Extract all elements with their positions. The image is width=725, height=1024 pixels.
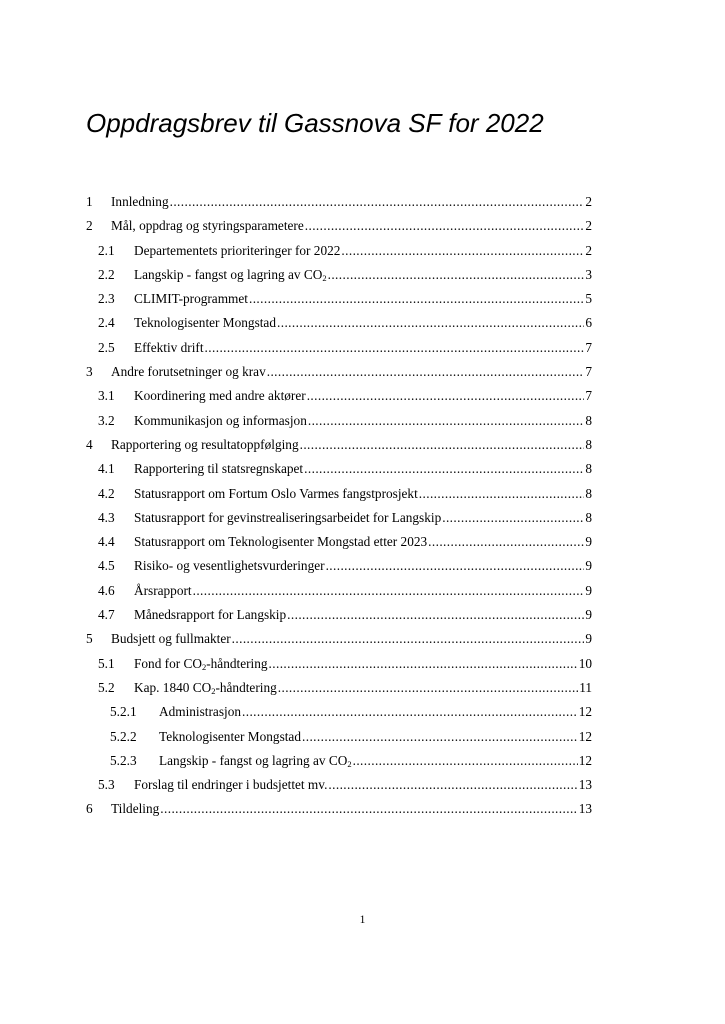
toc-entry-body: [134, 530, 592, 554]
toc-entry-page: 13: [578, 777, 592, 793]
toc-entry[interactable]: [86, 749, 592, 773]
toc-dot-leader: [302, 725, 578, 749]
toc-entry[interactable]: [86, 482, 592, 506]
toc-entry-page: 11: [579, 679, 592, 695]
toc-entry-body: [111, 797, 592, 821]
toc-entry-body: [111, 190, 592, 214]
toc-dot-leader: [428, 530, 584, 554]
toc-entry-body: [134, 773, 592, 797]
toc-entry-title: [134, 676, 277, 700]
toc-dot-leader: [170, 190, 585, 214]
toc-entry-body: [134, 311, 592, 335]
toc-entry[interactable]: [86, 579, 592, 603]
toc-dot-leader: [328, 263, 585, 287]
toc-entry-title: [134, 263, 327, 287]
toc-dot-leader: [205, 336, 585, 360]
toc-entry-title: [134, 287, 248, 311]
toc-entry-number: 4.1: [98, 461, 115, 477]
toc-entry[interactable]: [86, 773, 592, 797]
toc-entry-number: 2.5: [98, 339, 115, 355]
toc-entry-page: 9: [585, 534, 592, 550]
toc-entry-page: 8: [585, 485, 592, 501]
toc-entry-title: [134, 457, 303, 481]
toc-entry-title: [159, 725, 301, 749]
toc-entry[interactable]: [86, 676, 592, 700]
toc-entry-page: 9: [585, 558, 592, 574]
toc-entry-number: 1: [86, 194, 93, 209]
toc-dot-leader: [326, 554, 585, 578]
toc-entry[interactable]: [86, 239, 592, 263]
toc-entry-title-text: Fond for CO: [134, 655, 202, 671]
toc-entry-page: 12: [578, 704, 592, 720]
toc-dot-leader: [267, 360, 585, 384]
toc-entry-number: 4.3: [98, 509, 115, 525]
toc-dot-leader: [353, 749, 578, 773]
toc-entry-number: 5: [86, 631, 93, 647]
toc-entry-title-text: Statusrapport om Teknologisenter Mongstad etter 2023: [134, 534, 428, 550]
toc-dot-leader: [249, 287, 584, 311]
toc-entry[interactable]: [86, 190, 592, 214]
toc-dot-leader: [341, 239, 584, 263]
toc-entry-number: 5.1: [98, 655, 115, 671]
toc-entry-title-suffix: -håndtering: [206, 655, 268, 671]
toc-dot-leader: [193, 579, 585, 603]
toc-entry-body: [111, 433, 592, 457]
toc-dot-leader: [419, 482, 585, 506]
toc-entry[interactable]: [86, 384, 592, 408]
toc-entry[interactable]: [86, 287, 592, 311]
toc-entry[interactable]: [86, 700, 592, 724]
toc-entry-page: 8: [585, 412, 592, 428]
toc-entry-number: 5.3: [98, 777, 115, 793]
toc-entry[interactable]: [86, 457, 592, 481]
toc-entry-body: [159, 725, 592, 749]
toc-entry-body: [134, 506, 592, 530]
toc-entry-title-text: Langskip - fangst og lagring av CO: [134, 266, 323, 282]
toc-entry-title: [111, 190, 169, 214]
toc-entry-number: 4.4: [98, 534, 115, 550]
toc-entry-title: [134, 336, 204, 360]
toc-entry-page: 9: [585, 582, 592, 598]
toc-entry-page: 10: [578, 655, 592, 671]
toc-entry-body: [134, 652, 592, 676]
toc-entry-body: [134, 457, 592, 481]
toc-entry-title: [159, 700, 241, 724]
toc-entry-body: [134, 336, 592, 360]
toc-entry-title: [134, 311, 276, 335]
toc-entry-subscript: 2: [322, 272, 327, 283]
toc-entry-title-text: Månedsrapport for Langskip: [134, 607, 287, 623]
toc-entry-number: 4: [86, 436, 93, 452]
toc-entry[interactable]: [86, 433, 592, 457]
toc-entry-page: 2: [585, 242, 592, 258]
toc-entry-title-text: Årsrapport: [134, 582, 192, 598]
toc-entry-title-text: CLIMIT-programmet: [134, 291, 248, 307]
toc-entry[interactable]: [86, 311, 592, 335]
toc-entry-page: 12: [578, 728, 592, 744]
toc-entry-number: 4.2: [98, 485, 115, 501]
toc-entry-body: [159, 700, 592, 724]
toc-entry-page: 12: [578, 752, 592, 768]
toc-entry-number: 5.2: [98, 679, 115, 695]
toc-entry-page: 5: [585, 291, 592, 307]
toc-entry-title: [134, 579, 192, 603]
toc-entry-number: 2: [86, 218, 93, 234]
toc-entry[interactable]: [86, 725, 592, 749]
toc-entry-number: 6: [86, 801, 93, 817]
toc-entry-number: 5.2.1: [110, 704, 137, 720]
toc-entry-title-text: Statusrapport om Fortum Oslo Varmes fangstprosjekt: [134, 485, 418, 501]
toc-entry[interactable]: [86, 360, 592, 384]
toc-entry-subscript: 2: [211, 685, 216, 696]
toc-entry-number: 2.4: [98, 315, 115, 331]
toc-entry[interactable]: [86, 652, 592, 676]
toc-dot-leader: [242, 700, 578, 724]
toc-entry[interactable]: [86, 263, 592, 287]
toc-entry-title-text: Andre forutsetninger og krav: [111, 364, 266, 380]
toc-entry-number: 4.7: [98, 607, 115, 623]
toc-entry-page: 8: [585, 436, 592, 452]
toc-entry-title-text: Risiko- og vesentlighetsvurderinger: [134, 558, 325, 574]
toc-dot-leader: [278, 676, 578, 700]
toc-entry-body: [111, 627, 592, 651]
toc-entry-title: [111, 797, 159, 821]
toc-entry-title-text: Kommunikasjon og informasjon: [134, 412, 307, 428]
toc-dot-leader: [304, 457, 584, 481]
toc-entry-title: [111, 627, 231, 651]
toc-entry-body: [134, 263, 592, 287]
toc-entry-title-text: Statusrapport for gevinstrealiseringsarbeidet for Langskip: [134, 509, 442, 525]
toc-entry-title: [159, 749, 352, 773]
toc-entry[interactable]: [86, 506, 592, 530]
toc-dot-leader: [328, 773, 577, 797]
toc-entry-number: 5.2.2: [110, 728, 137, 744]
toc-dot-leader: [277, 311, 584, 335]
toc-entry-title: [134, 773, 327, 797]
toc-entry-title-text: Forslag til endringer i budsjettet mv.: [134, 777, 328, 793]
toc-entry-title: [134, 530, 427, 554]
toc-dot-leader: [305, 214, 585, 238]
toc-entry-number: 4.6: [98, 582, 115, 598]
toc-entry-title-text: Departementets prioriteringer for 2022: [134, 242, 341, 258]
toc-entry-body: [111, 214, 592, 238]
toc-entry[interactable]: [86, 797, 592, 821]
toc-entry-body: [134, 579, 592, 603]
toc-entry-subscript: 2: [201, 661, 207, 672]
toc-entry-title-text: Administrasjon: [159, 704, 241, 720]
toc-entry-title-text: Budsjett og fullmakter: [111, 631, 231, 647]
toc-entry-title: [134, 554, 325, 578]
toc-entry-title: [134, 384, 306, 408]
toc-entry[interactable]: [86, 214, 592, 238]
toc-entry-title: [111, 360, 266, 384]
toc-entry-body: [134, 554, 592, 578]
toc-entry-title-text: Kap. 1840 CO: [134, 679, 212, 695]
toc-entry[interactable]: [86, 554, 592, 578]
toc-dot-leader: [269, 652, 578, 676]
toc-entry-page: 8: [585, 461, 592, 477]
toc-entry-body: [111, 360, 592, 384]
toc-entry-page: 2: [585, 194, 592, 209]
toc-entry-number: 2.2: [98, 266, 115, 282]
toc-entry-body: [134, 384, 592, 408]
toc-dot-leader: [307, 384, 585, 408]
toc-entry-page: 7: [585, 339, 592, 355]
table-of-contents: [86, 190, 592, 822]
toc-entry-page: 7: [585, 364, 592, 380]
toc-entry-body: [134, 676, 592, 700]
toc-entry-title-text: Koordinering med andre aktører: [134, 388, 306, 404]
toc-entry-title-text: Innledning: [111, 194, 169, 209]
toc-entry-body: [159, 749, 592, 773]
toc-entry-title: [111, 214, 304, 238]
toc-entry-title: [134, 652, 268, 676]
toc-entry-title-text: Mål, oppdrag og styringsparametere: [111, 218, 304, 234]
toc-entry-page: 2: [585, 218, 592, 234]
toc-entry-page: 9: [585, 631, 592, 647]
toc-dot-leader: [160, 797, 577, 821]
toc-entry-number: 5.2.3: [110, 752, 137, 768]
toc-entry[interactable]: [86, 603, 592, 627]
toc-dot-leader: [442, 506, 584, 530]
toc-entry-title: [134, 506, 441, 530]
document-title: Oppdragsbrev til Gassnova SF for 2022: [86, 108, 544, 138]
toc-entry-title-text: Rapportering til statsregnskapet: [134, 461, 304, 477]
toc-entry-body: [134, 239, 592, 263]
toc-dot-leader: [300, 433, 585, 457]
toc-entry-page: 6: [585, 315, 592, 331]
toc-entry[interactable]: [86, 530, 592, 554]
toc-entry-page: 13: [578, 801, 592, 817]
toc-entry-page: 9: [585, 607, 592, 623]
toc-dot-leader: [287, 603, 584, 627]
toc-entry-title-suffix: -håndtering: [215, 679, 277, 695]
toc-entry-body: [134, 482, 592, 506]
toc-entry-title: [134, 603, 286, 627]
toc-entry-number: 3: [86, 364, 93, 380]
toc-entry-body: [134, 603, 592, 627]
toc-entry-body: [134, 409, 592, 433]
toc-entry[interactable]: [86, 627, 592, 651]
toc-entry-title-text: Teknologisenter Mongstad: [134, 315, 276, 331]
page-number: 1: [359, 914, 366, 926]
toc-entry-title-text: Rapportering og resultatoppfølging: [111, 436, 299, 452]
toc-entry-title: [134, 482, 418, 506]
toc-entry-title-text: Teknologisenter Mongstad: [159, 728, 301, 744]
toc-entry[interactable]: [86, 336, 592, 360]
toc-entry-body: [134, 287, 592, 311]
toc-entry-page: 3: [585, 266, 592, 282]
toc-entry-title-text: Effektiv drift: [134, 339, 204, 355]
toc-entry-number: 3.1: [98, 388, 115, 404]
toc-entry-title: [111, 433, 299, 457]
toc-entry-number: 4.5: [98, 558, 115, 574]
toc-entry-page: 7: [585, 388, 592, 404]
toc-entry-page: 8: [585, 509, 592, 525]
toc-entry[interactable]: [86, 409, 592, 433]
toc-entry-number: 3.2: [98, 412, 115, 428]
toc-dot-leader: [232, 627, 585, 651]
toc-entry-title-text: Tildeling: [111, 801, 160, 817]
toc-dot-leader: [308, 409, 584, 433]
toc-entry-title-text: Langskip - fangst og lagring av CO: [159, 752, 348, 768]
toc-entry-title: [134, 239, 340, 263]
toc-entry-number: 2.3: [98, 291, 115, 307]
toc-entry-title: [134, 409, 307, 433]
toc-entry-number: 2.1: [98, 242, 115, 258]
toc-entry-subscript: 2: [347, 758, 352, 769]
